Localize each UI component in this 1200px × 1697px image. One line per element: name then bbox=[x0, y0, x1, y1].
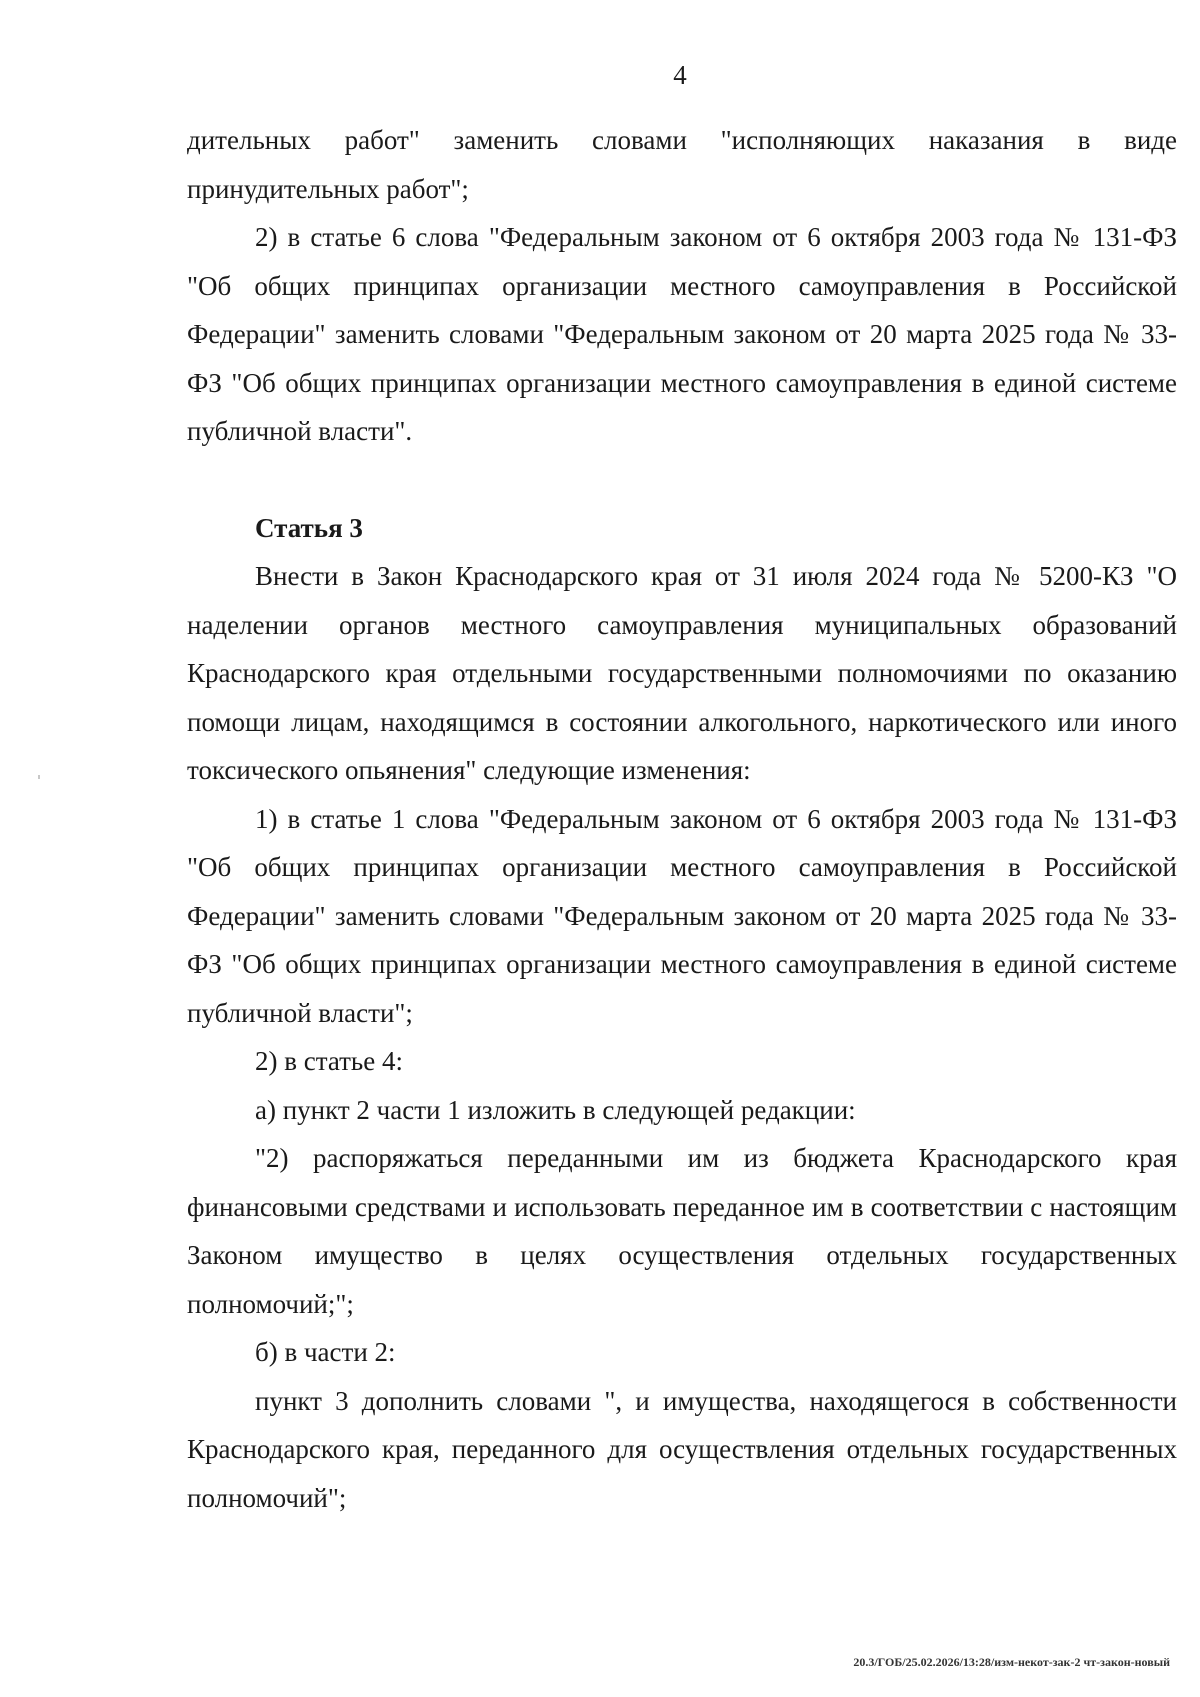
paragraph-quoted-item-2: "2) распоряжаться переданными им из бюджета Краснодарского края финансовыми средствами и использовать переданное им в соответствии с настоящим Законом имущество в целях осуществления отдельных государственных полномочий;"; bbox=[187, 1143, 1177, 1319]
paragraph-item-1-article-1: 1) в статье 1 слова "Федеральным законом от 6 октября 2003 года № 131-ФЗ "Об общих принципах организации местного самоуправления в Российской Федерации" заменить словами "Федеральным законом от 20 марта 2025 года № 33-ФЗ "Об общих принципах организации местного самоуправления в единой системе публичной власти"; bbox=[187, 803, 1177, 1028]
paragraph-continuation: дительных работ" заменить словами "исполняющих наказания в виде принудительных работ"; bbox=[187, 125, 1177, 204]
paragraph-subitem-b: б) в части 2: bbox=[255, 1337, 396, 1367]
page-number: 4 bbox=[673, 60, 687, 90]
paragraph-item-3-addition: пункт 3 дополнить словами ", и имущества, находящегося в собственности Краснодарского края, переданного для осуществления отдельных государственных полномочий"; bbox=[187, 1385, 1177, 1513]
paragraph-item-2-article-6: 2) в статье 6 слова "Федеральным законом от 6 октября 2003 года № 131-ФЗ "Об общих принципах организации местного самоуправления в Российской Федерации" заменить словами "Федеральным законом от 20 марта 2025 года № 33-ФЗ "Об общих принципах организации местного самоуправления в единой системе публичной власти". bbox=[187, 222, 1177, 446]
article-heading: Статья 3 bbox=[255, 512, 363, 543]
paragraph-subitem-a: а) пункт 2 части 1 изложить в следующей редакции: bbox=[255, 1094, 856, 1125]
paragraph-item-2-article-4: 2) в статье 4: bbox=[255, 1046, 403, 1076]
scan-speck bbox=[38, 775, 40, 779]
document-body bbox=[187, 116, 1177, 1522]
paragraph-article-3-intro: Внести в Закон Краснодарского края от 31 июля 2024 года № 5200-КЗ "О наделении органов местного самоуправления муниципальных образований Краснодарского края отдельными государственными полномочиями по оказанию помощи лицам, находящимся в состоянии алкогольного, наркотического или иного токсического опьянения" следующие изменения: bbox=[187, 561, 1177, 785]
document-footer-code: 20.3/ГОБ/25.02.2026/13:28/изм-некот-зак-2 чт-закон-новый bbox=[853, 1655, 1170, 1669]
